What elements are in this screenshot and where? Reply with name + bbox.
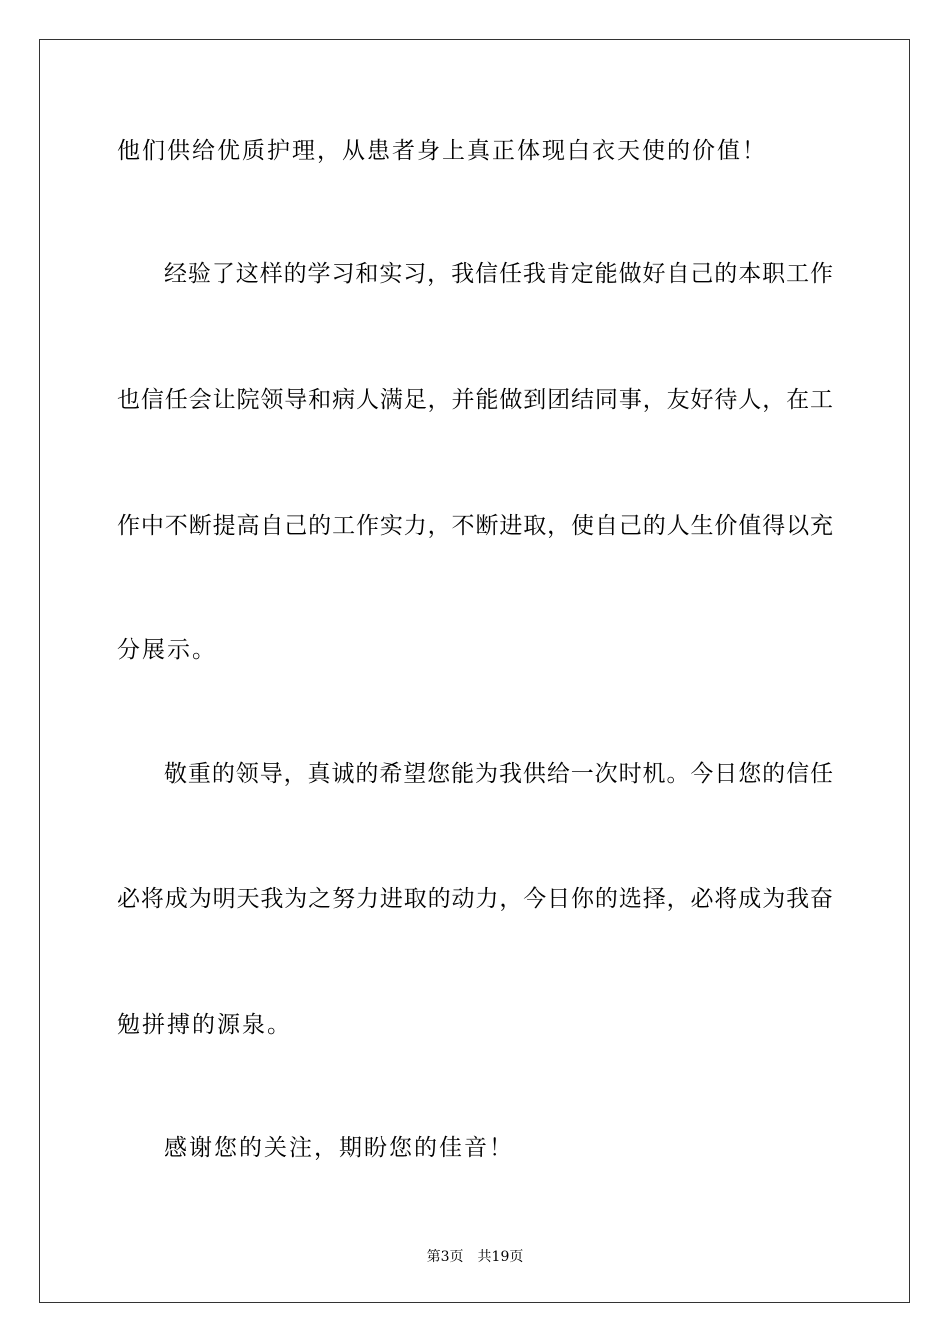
text-line-1: 他们供给优质护理，从患者身上真正体现白衣天使的价值！ bbox=[117, 138, 767, 164]
text-line-3: 也信任会让院领导和病人满足，并能做到团结同事，友好待人，在工 bbox=[117, 387, 833, 413]
text-line-4: 作中不断提高自己的工作实力，不断进取，使自己的人生价值得以充 bbox=[117, 513, 833, 539]
text-line-8: 勉拼搏的源泉。 bbox=[117, 1012, 292, 1038]
text-line-2: 经验了这样的学习和实习，我信任我肯定能做好自己的本职工作 bbox=[164, 261, 833, 287]
text-line-9: 感谢您的关注，期盼您的佳音！ bbox=[164, 1135, 514, 1161]
page-border bbox=[39, 39, 910, 1303]
page-number-footer: 第3页 共19页 bbox=[426, 1249, 524, 1265]
text-line-7: 必将成为明天我为之努力进取的动力，今日你的选择，必将成为我奋 bbox=[117, 886, 833, 912]
text-line-6: 敬重的领导，真诚的希望您能为我供给一次时机。今日您的信任 bbox=[164, 761, 833, 787]
text-line-5: 分展示。 bbox=[117, 637, 217, 663]
